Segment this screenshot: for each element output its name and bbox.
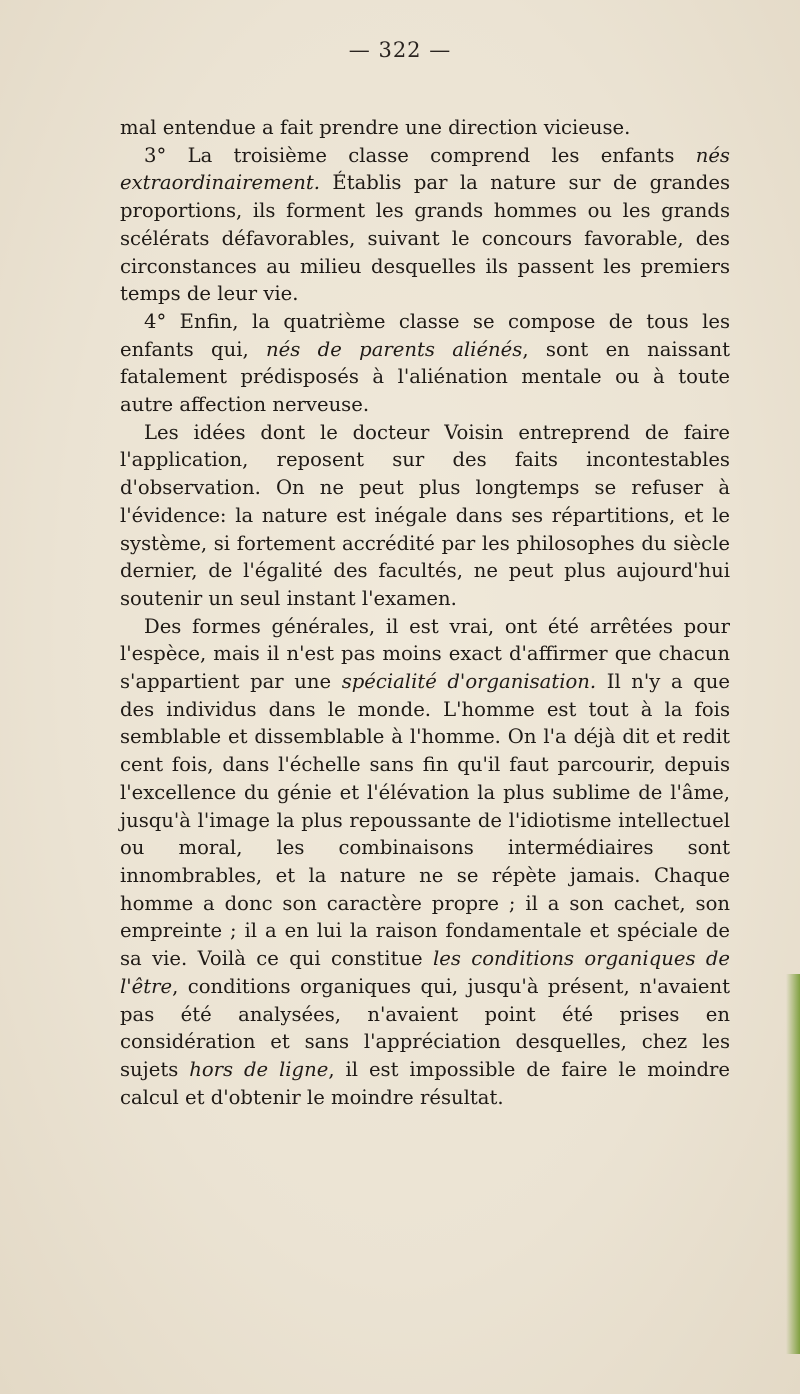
text-segment: , conditions organiques qui, jusqu'à présent, n'avaient pas été analysées, n'avaient point été prises en considération et sans l'appréciation desquelles, chez les sujets xyxy=(120,974,730,1081)
text-segment: Établis par la nature sur de grandes proportions, ils forment les grands hommes ou les grands scélérats défavorables, suivant le concours favorable, des circonstances au milieu desquelles ils passent les premiers temps de leur vie. xyxy=(120,171,730,306)
body-text xyxy=(120,114,730,1111)
paragraph-4 xyxy=(120,419,730,613)
text-segment: 3° La troisième classe comprend les enfants xyxy=(144,143,696,167)
text-segment: , sont en naissant fatalement prédisposés à l'aliénation mentale ou à toute autre affection nerveuse. xyxy=(120,337,730,417)
italic-segment: les conditions organiques de l'être xyxy=(120,947,730,998)
text-segment: Des formes générales, il est vrai, ont été arrêtées pour l'espèce, mais il n'est pas moins exact d'affirmer que chacun s'appartient par une xyxy=(120,614,730,694)
paragraph-2 xyxy=(120,142,730,308)
italic-segment: spécialité d'organisation. xyxy=(341,670,597,694)
italic-segment: nés de parents aliénés xyxy=(266,337,523,361)
paragraph-5 xyxy=(120,613,730,1112)
italic-segment: hors de ligne xyxy=(189,1057,329,1081)
text-segment: Les idées dont le docteur Voisin entreprend de faire l'application, reposent sur des faits incontestables d'observation. On ne peut plus longtemps se refuser à l'évidence: la nature est inégale dans ses répartitions, et le système, si fortement accrédité par les philosophes du siècle dernier, de l'égalité des facultés, ne peut plus aujourd'hui soutenir un seul instant l'examen. xyxy=(120,420,730,610)
paragraph-1 xyxy=(120,114,730,142)
text-segment: Il n'y a que des individus dans le monde. L'homme est tout à la fois semblable et dissemblable à l'homme. On l'a déjà dit et redit cent fois, dans l'échelle sans fin qu'il faut parcourir, depuis l'excellence du génie et l'élévation la plus sublime de l'âme, jusqu'à l'image la plus repoussante de l'idiotisme intellectuel ou moral, les combinaisons intermédiaires sont innombrables, et la nature ne se répète jamais. Chaque homme a donc son caractère propre ; il a son cachet, son empreinte ; il a en lui la raison fondamentale et spéciale de sa vie. Voilà ce qui constitue xyxy=(120,670,730,971)
page-number: — 322 — xyxy=(348,38,452,62)
page-edge-shadow xyxy=(786,974,800,1354)
text-segment: mal entendue a fait prendre une direction vicieuse. xyxy=(120,116,631,139)
text-segment: 4° Enfin, la quatrième classe se compose de tous les enfants qui, xyxy=(120,309,730,361)
paragraph-3 xyxy=(120,308,730,419)
text-segment: , il est impossible de faire le moindre calcul et d'obtenir le moindre résultat. xyxy=(120,1057,730,1109)
italic-segment: nés extraordinairement. xyxy=(120,143,730,195)
